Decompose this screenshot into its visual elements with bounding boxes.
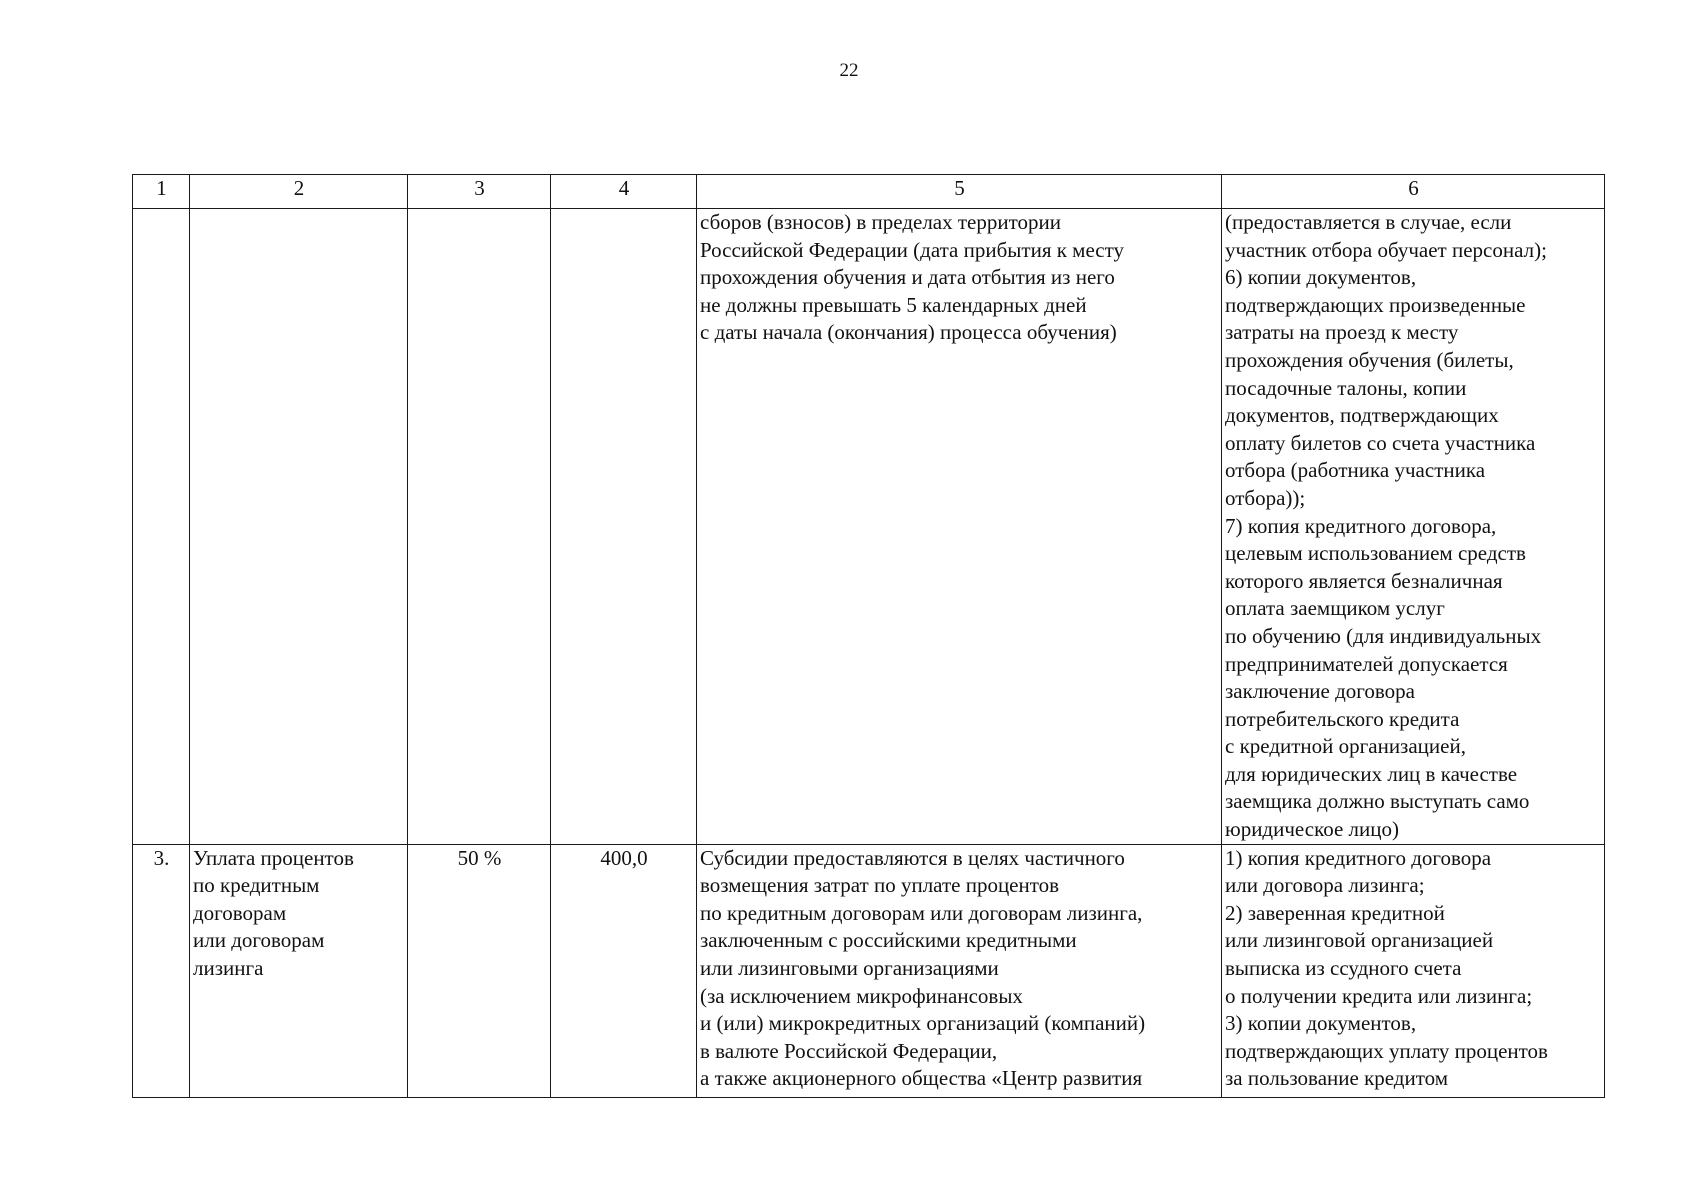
row-number: 3. [133, 844, 190, 1097]
cell-empty [133, 209, 190, 845]
text-line: Субсидии предоставляются в целях частичного [700, 845, 1125, 870]
header-col-1: 1 [133, 175, 190, 209]
text-line: сборов (взносов) в пределах территории [700, 210, 1061, 234]
text-line: по обучению (для индивидуальных [1225, 623, 1542, 648]
text-line: посадочные талоны, копии [1225, 375, 1467, 400]
cell-measure-name [190, 844, 408, 1097]
text-line: и (или) микрокредитных организаций (компаний) [700, 1011, 1146, 1036]
text-line: (предоставляется в случае, если [1225, 210, 1512, 234]
text-line: затраты на проезд к месту [1225, 320, 1459, 345]
text-line: заемщика должно выступать само [1225, 789, 1530, 814]
text-line: оплату билетов со счета участника [1225, 430, 1536, 455]
text-line: а также акционерного общества «Центр развития [700, 1066, 1143, 1091]
header-col-2: 2 [190, 175, 408, 209]
text-line: по кредитным [193, 873, 320, 898]
text-line: подтверждающих уплату процентов [1225, 1038, 1548, 1063]
text-line: прохождения обучения и дата отбытия из него [700, 265, 1115, 290]
text-line: Российской Федерации (дата прибытия к месту [700, 237, 1125, 262]
text-line: по кредитным договорам или договорам лизинга, [700, 900, 1143, 925]
cell-empty [190, 209, 408, 845]
text-line: или лизинговыми организациями [700, 956, 999, 981]
text-line: или лизинговой организацией [1225, 928, 1494, 953]
table-row-3 [133, 844, 1605, 1097]
text-line: Уплата процентов [193, 845, 354, 870]
text-line: участник отбора обучает персонал); [1225, 237, 1547, 262]
cell-conditions [697, 209, 1222, 845]
text-line: предпринимателей допускается [1225, 651, 1508, 676]
header-col-5: 5 [697, 175, 1222, 209]
text-line: 2) заверенная кредитной [1225, 900, 1445, 925]
text-line: оплата заемщиком услуг [1225, 596, 1445, 621]
text-line: отбора (работника участника [1225, 458, 1486, 483]
text-line: целевым использованием средств [1225, 541, 1526, 566]
text-line: (за исключением микрофинансовых [700, 983, 1023, 1008]
text-line: отбора)); [1225, 485, 1306, 510]
header-col-4: 4 [551, 175, 697, 209]
text-line: за пользование кредитом [1225, 1066, 1449, 1091]
text-line: которого является безналичная [1225, 568, 1503, 593]
header-col-3: 3 [408, 175, 551, 209]
header-col-6: 6 [1222, 175, 1605, 209]
text-line: с даты начала (окончания) процесса обучения) [700, 320, 1117, 345]
text-line: подтверждающих произведенные [1225, 292, 1526, 317]
cell-empty [408, 209, 551, 845]
text-line: или договорам [193, 928, 325, 953]
table-row-continuation [133, 209, 1605, 845]
cell-percent: 50 % [408, 844, 551, 1097]
text-line: о получении кредита или лизинга; [1225, 983, 1533, 1008]
text-line: лизинга [193, 956, 264, 981]
text-line: в валюте Российской Федерации, [700, 1038, 998, 1063]
text-line: заключение договора [1225, 679, 1415, 704]
text-line: или договора лизинга; [1225, 873, 1425, 898]
cell-documents [1222, 844, 1605, 1097]
table-header-row [133, 175, 1605, 209]
cell-conditions [697, 844, 1222, 1097]
text-line: документов, подтверждающих [1225, 403, 1499, 428]
text-line: выписка из ссудного счета [1225, 956, 1462, 981]
cell-documents [1222, 209, 1605, 845]
text-line: заключенным с российскими кредитными [700, 928, 1077, 953]
text-line: 1) копия кредитного договора [1225, 845, 1492, 870]
text-line: с кредитной организацией, [1225, 734, 1466, 759]
text-line: 3) копии документов, [1225, 1011, 1417, 1036]
text-line: юридическое лицо) [1225, 817, 1399, 842]
text-line: договорам [193, 900, 287, 925]
cell-amount: 400,0 [551, 844, 697, 1097]
text-line: 6) копии документов, [1225, 265, 1417, 290]
text-line: для юридических лиц в качестве [1225, 761, 1518, 786]
subsidy-table [132, 174, 1605, 1098]
page-number: 22 [839, 60, 859, 81]
text-line: не должны превышать 5 календарных дней [700, 292, 1087, 317]
text-line: возмещения затрат по уплате процентов [700, 873, 1060, 898]
text-line: 7) копия кредитного договора, [1225, 513, 1497, 538]
text-line: прохождения обучения (билеты, [1225, 347, 1514, 372]
text-line: потребительского кредита [1225, 706, 1460, 731]
cell-empty [551, 209, 697, 845]
